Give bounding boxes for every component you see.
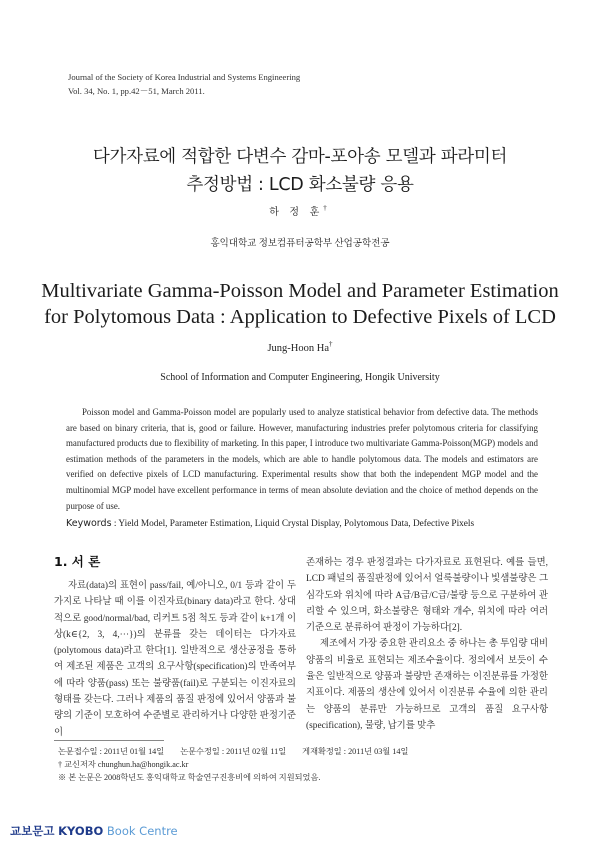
footnote-funding: ※ 본 논문은 2008학년도 홍익대학교 학술연구진흥비에 의하여 지원되었음.	[58, 773, 321, 782]
date-revised: 논문수정일 : 2011년 02월 11일	[180, 747, 287, 756]
keywords	[66, 518, 546, 529]
english-title-line2: for Polytomous Data : Application to Defective Pixels of LCD	[44, 306, 556, 328]
watermark-korean: 교보문고	[10, 824, 55, 838]
watermark-english: KYOBO	[58, 824, 104, 838]
korean-title-line1: 다가자료에 적합한 다변수 감마-포아송 모델과 파라미터	[92, 147, 508, 167]
korean-title-line2: 추정방법 : LCD 화소불량 응용	[186, 175, 414, 195]
english-author-name: Jung-Hoon Ha	[267, 343, 330, 354]
column-left	[54, 578, 296, 741]
korean-title	[0, 143, 600, 199]
korean-author-mark: †	[323, 204, 331, 212]
english-affiliation: School of Information and Computer Engineering, Hongik University	[160, 372, 440, 383]
section-heading: 1. 서 론	[54, 554, 101, 569]
date-received: 논문접수일 : 2011년 01월 14일	[58, 747, 165, 756]
paragraph: 자료(data)의 표현이 pass/fail, 예/아니오, 0/1 등과 같이 두 가지로 나타날 때 이를 이진자료(binary data)라고 한다. 상대적으로 good/normal/bad, 리커트 5점 척도 등과 같이 k+1개 이상(k∈{2, 3, 4,⋯})의 분류를 갖는 데이터는 다가자료(polytomous data)라고 한다[1]. 일반적으로 생산공정을 통하여 제조된 제품은 고객의 요구사항(specification)의 만족여부에 따라 양품(pass) 또는 불량품(fail)로 구분되는 이진자료의 형태를 갖는다. 그러나 제품의 품질 판정에 있어서 양품과 불량의 기준이 모호하여 수준별로 관리하거나 다양한 판정기준이	[54, 581, 296, 738]
keywords-label: Keywords	[66, 518, 112, 529]
english-title	[0, 278, 600, 330]
keywords-text: : Yield Model, Parameter Estimation, Liquid Crystal Display, Polytomous Data, Defective Pixels	[111, 519, 475, 529]
journal-info	[68, 70, 300, 98]
english-author	[0, 340, 600, 354]
footnote-divider	[54, 740, 164, 741]
footnotes	[58, 745, 422, 784]
english-title-line1: Multivariate Gamma-Poisson Model and Parameter Estimation	[41, 280, 559, 302]
journal-volume: Vol. 34, No. 1, pp.42－51, March 2011.	[68, 86, 205, 96]
watermark-suffix: Book Centre	[106, 824, 178, 838]
korean-affiliation: 홍익대학교 정보컴퓨터공학부 산업공학전공	[210, 239, 390, 249]
kyobo-watermark	[10, 823, 178, 839]
date-accepted: 게재확정일 : 2011년 03월 14일	[302, 747, 409, 756]
journal-name: Journal of the Society of Korea Industrial and Systems Engineering	[68, 72, 301, 82]
korean-author-name: 하 정 훈	[269, 207, 324, 218]
korean-author	[0, 203, 600, 218]
footnote-dates	[58, 745, 422, 758]
abstract: Poisson model and Gamma-Poisson model are popularly used to analyze statistical behavior from defective data. The methods are based on binary criteria, that is, good or failure. However, manufacturing industries prefer polytomous criteria for classifying manufactured products due to flexibility of marketing. In this paper, I introduce two multivariate Gamma-Poisson(MGP) models and estimation methods of the parameters in the models, which are able to handle polytomous data. The models and estimators are verified on defective pixels of LCD manufacturing. Experimental results show that both the independent MGP model and the multinomial MGP model have excellent performance in terms of mean absolute deviation and the choice of method depends on the purpose of use.	[66, 407, 538, 511]
english-author-mark: †	[329, 340, 333, 348]
footnote-corresponding: † 교신저자 chunghun.ha@hongik.ac.kr	[58, 760, 189, 769]
paragraph: 제조에서 가장 중요한 관리요소 중 하나는 총 투입량 대비 양품의 비율로 표현되는 제조수율이다. 정의에서 보듯이 수율은 일반적으로 양품과 불량만 존재하는 이진분류를 가정한 지표이다. 제품의 생산에 있어서 이진분류 수율에 의한 관리는 양품의 분류만 가능하므로 고객의 품질 요구사항(specification), 물량, 납기를 맞추	[306, 639, 548, 731]
paragraph: 존재하는 경우 판정결과는 다가자료로 표현된다. 예를 들면, LCD 패널의 품질판정에 있어서 얼룩불량이나 빛샘불량은 그 심각도와 위치에 따라 A급/B급/C급/불량 등으로 구분하여 관리할 수 있으며, 화소불량은 형태와 개수, 위치에 따라 여러 기준으로 분류하여 판정이 가능하다[2].	[306, 558, 548, 634]
column-right	[306, 555, 548, 734]
